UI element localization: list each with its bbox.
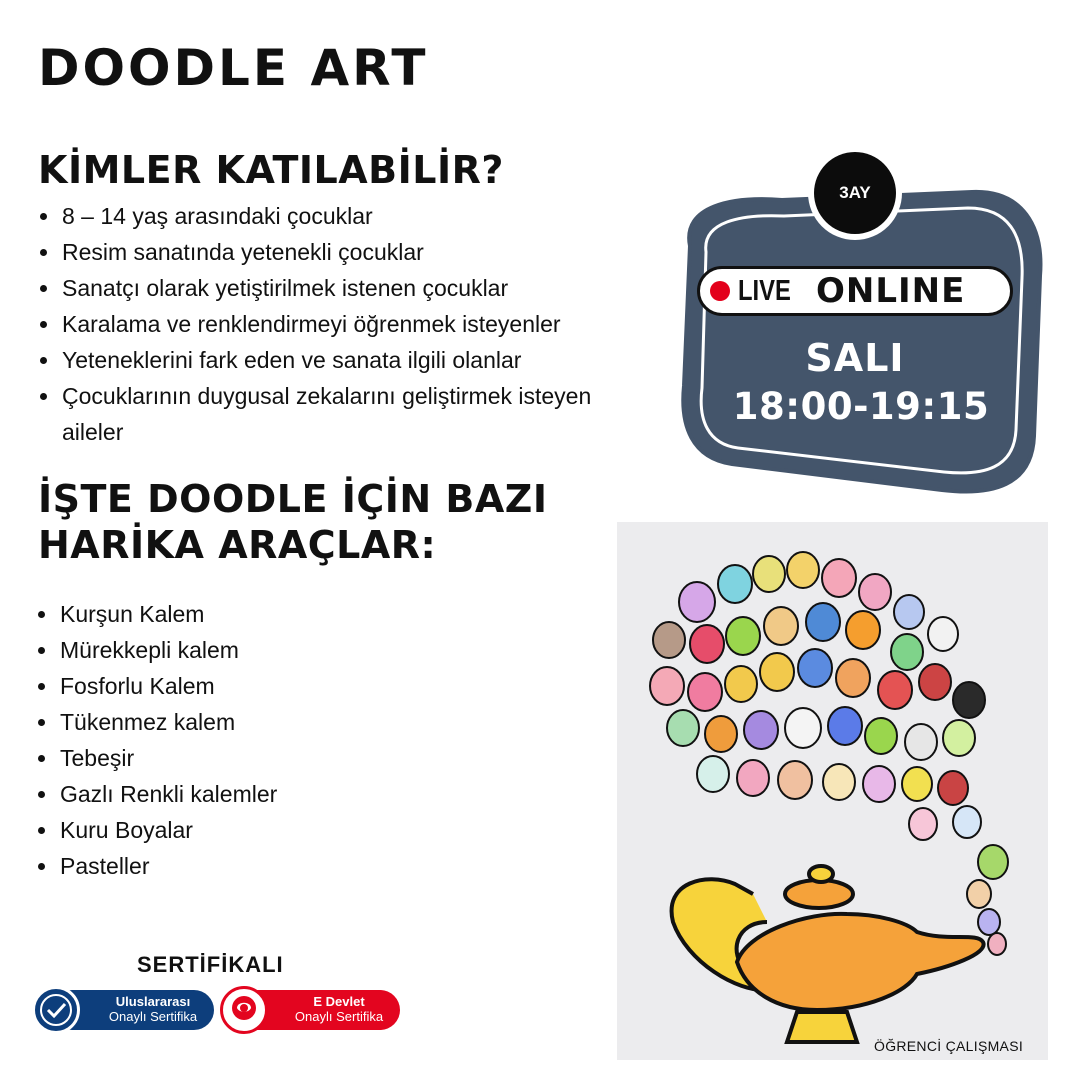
live-dot-icon	[710, 281, 730, 301]
who-can-join-list	[38, 198, 648, 450]
duration-label: 3AY	[814, 152, 896, 234]
student-artwork-image	[617, 522, 1048, 1060]
schedule-day: SALI	[805, 336, 905, 380]
online-label: ONLINE	[816, 271, 966, 311]
list-item: Sanatçı olarak yetiştirilmek istenen çocuklar	[38, 270, 648, 306]
e-devlet-glyph	[223, 989, 265, 1031]
page-title: DOODLE ART	[38, 39, 429, 97]
certificate-line1: Uluslararası	[115, 994, 191, 1009]
e-devlet-logo-icon	[220, 986, 268, 1034]
live-online-pill	[697, 266, 1013, 316]
list-item: Karalama ve renklendirmeyi öğrenmek isteyenler	[38, 306, 648, 342]
certificate-line1: E Devlet	[313, 994, 365, 1009]
list-item: 8 – 14 yaş arasındaki çocuklar	[38, 198, 648, 234]
list-item: Yeteneklerini fark eden ve sanata ilgili olanlar	[38, 342, 648, 378]
checkmark-icon	[32, 986, 80, 1034]
certificate-line2: Onaylı Sertifika	[108, 1009, 198, 1024]
list-item: Kuru Boyalar	[36, 812, 436, 848]
list-item: Resim sanatında yetenekli çocuklar	[38, 234, 648, 270]
who-can-join-heading: KİMLER KATILABİLİR?	[38, 148, 504, 192]
tools-heading: İŞTE DOODLE İÇİN BAZI HARİKA ARAÇLAR:	[38, 477, 548, 567]
certificate-line2: Onaylı Sertifika	[294, 1009, 384, 1024]
list-item: Tükenmez kalem	[36, 704, 436, 740]
duration-badge	[808, 146, 902, 240]
list-item: Tebeşir	[36, 740, 436, 776]
tools-list	[36, 596, 436, 884]
artwork-caption: ÖĞRENCİ ÇALIŞMASI	[874, 1038, 1024, 1054]
checkmark-glyph	[35, 989, 77, 1031]
list-item: Mürekkepli kalem	[36, 632, 436, 668]
certificate-title: SERTİFİKALI	[137, 952, 284, 977]
live-label: LIVE	[738, 274, 791, 307]
schedule-time: 18:00-19:15	[732, 385, 990, 428]
list-item: Gazlı Renkli kalemler	[36, 776, 436, 812]
list-item: Çocuklarının duygusal zekalarını geliştirmek isteyen aileler	[38, 378, 602, 450]
list-item: Pasteller	[36, 848, 436, 884]
doodle-lamp-illustration	[617, 522, 1048, 1060]
list-item: Kurşun Kalem	[36, 596, 436, 632]
list-item: Fosforlu Kalem	[36, 668, 436, 704]
